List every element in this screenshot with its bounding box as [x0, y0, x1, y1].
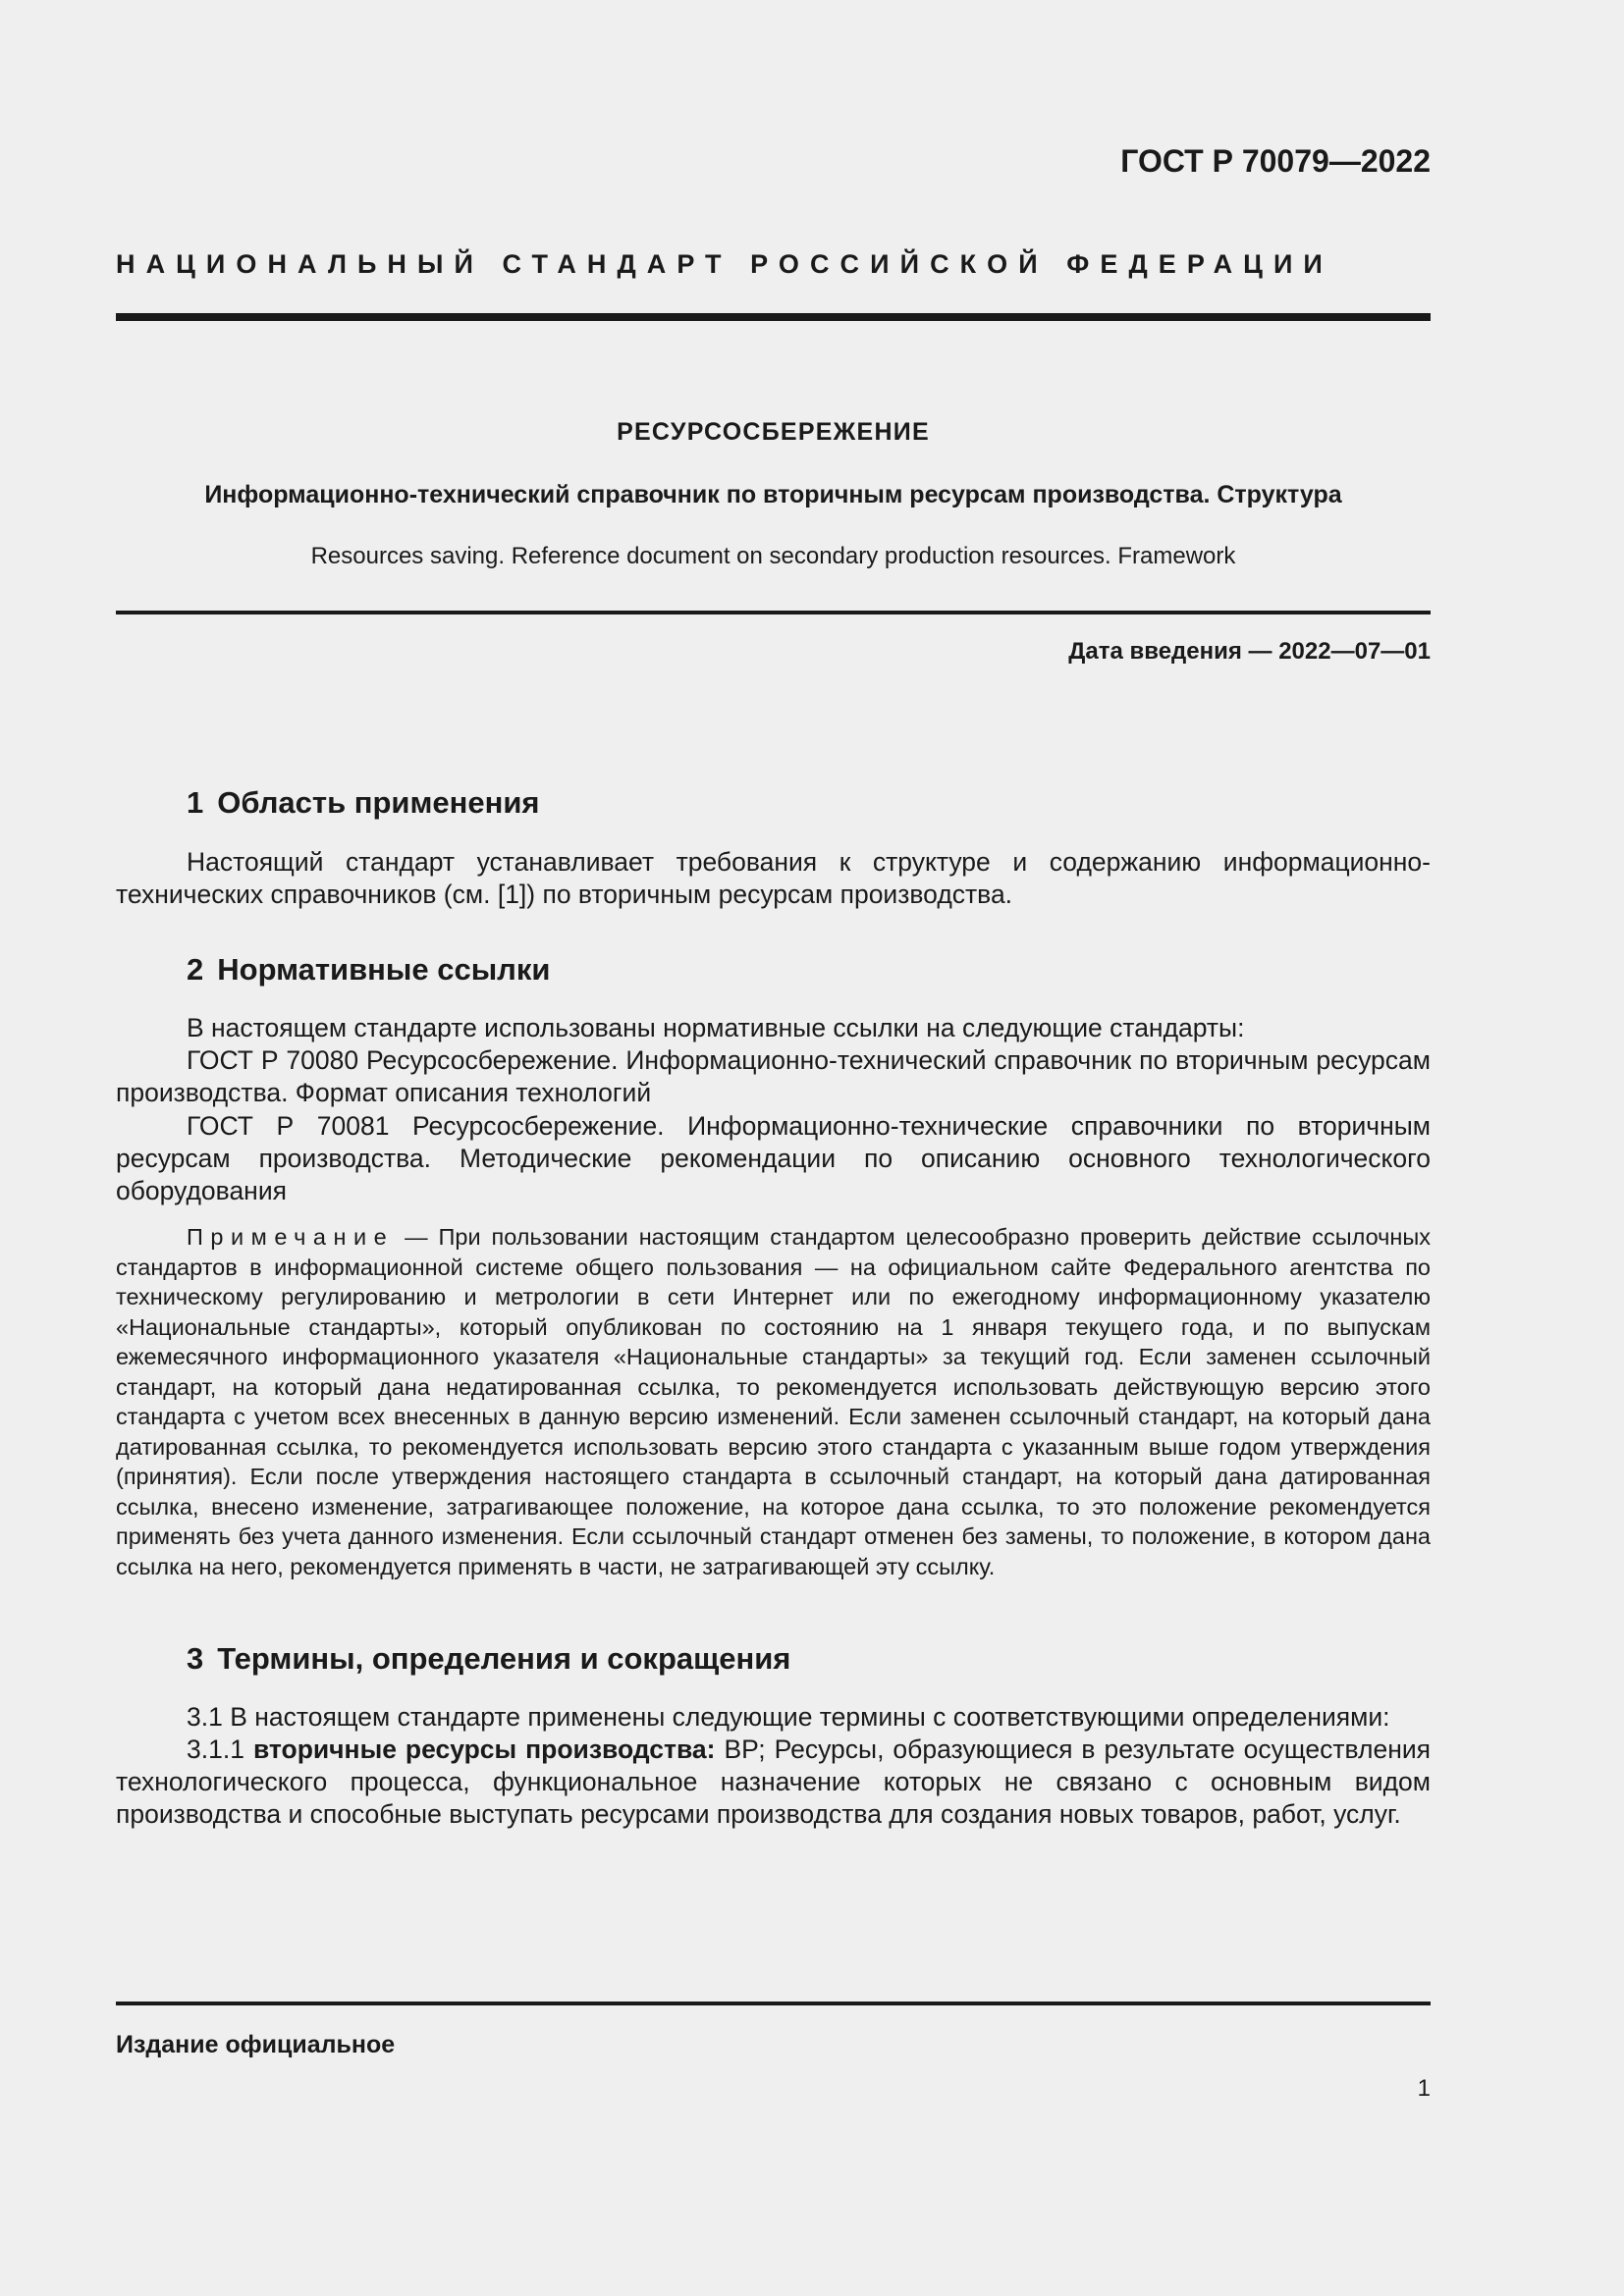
section-number: 3	[187, 1641, 204, 1676]
term-definition: ВР; Ресурсы, образующиеся в результате осуществления технологического процесса, функциональное назначение которых не связано с основным видом производства и способные выступать ресурсами производства для создания новых товаров, работ, услуг.	[116, 1735, 1431, 1829]
section-3-paragraph-1: 3.1 В настоящем стандарте применены следующие термины с соответствующими определениями:	[187, 1702, 1390, 1732]
gost-number: ГОСТ Р 70079—2022	[1120, 143, 1431, 179]
section-1-heading	[187, 785, 540, 821]
note-label: Примечание	[187, 1224, 395, 1250]
term-name: вторичные ресурсы производства:	[252, 1735, 716, 1764]
normative-reference-1: ГОСТ Р 70080 Ресурсосбережение. Информационно-технический справочник по вторичным ресурсам производства. Формат описания технологий	[116, 1045, 1431, 1107]
footer-divider	[116, 2002, 1431, 2005]
normative-reference-2: ГОСТ Р 70081 Ресурсосбережение. Информационно-технические справочники по вторичным ресурсам производства. Методические рекомендации по описанию основного технологического оборудования	[116, 1111, 1431, 1205]
section-title: Область применения	[217, 785, 540, 820]
section-3-heading	[187, 1641, 790, 1677]
term-number: 3.1.1	[187, 1735, 253, 1764]
official-edition-label: Издание официальное	[116, 2031, 396, 2058]
section-2-note	[116, 1222, 1431, 1581]
document-page	[116, 0, 1431, 2296]
section-1-paragraph: Настоящий стандарт устанавливает требования к структуре и содержанию информационно-технических справочников (см. [1]) по вторичным ресурсам производства.	[116, 847, 1431, 909]
page-number: 1	[1417, 2075, 1431, 2102]
section-3-term-definition	[116, 1734, 1431, 1831]
national-standard-heading: НАЦИОНАЛЬНЫЙ СТАНДАРТ РОССИЙСКОЙ ФЕДЕРАЦИИ	[116, 249, 1333, 279]
introduction-date: Дата введения — 2022—07—01	[1068, 638, 1431, 665]
section-number: 1	[187, 785, 204, 820]
document-subtitle-ru: Информационно-технический справочник по вторичным ресурсам производства. Структура	[204, 481, 1342, 508]
document-subtitle-en: Resources saving. Reference document on secondary production resources. Framework	[310, 543, 1236, 569]
note-text: — При пользовании настоящим стандартом целесообразно проверить действие ссылочных стандартов в информационной системе общего пользования — на официальном сайте Федерального агентства по техническому регулированию и метрологии в сети Интернет или по ежегодному информационному указателю «Национальные стандарты», который опубликован по состоянию на 1 января текущего года, и по выпускам ежемесячного информационного указателя «Национальные стандарты» за текущий год. Если заменен ссылочный стандарт, на который дана недатированная ссылка, то рекомендуется использовать действующую версию этого стандарта с учетом всех внесенных в данную версию изменений. Если заменен ссылочный стандарт, на который дана датированная ссылка, то рекомендуется использовать версию этого стандарта с указанным выше годом утверждения (принятия). Если после утверждения настоящего стандарта в ссылочный стандарт, на который дана датированная ссылка, внесено изменение, затрагивающее положение, на которое дана ссылка, то это положение рекомендуется применять без учета данного изменения. Если ссылочный стандарт отменен без замены, то положение, в котором дана ссылка на него, рекомендуется применять в части, не затрагивающей эту ссылку.	[116, 1224, 1431, 1579]
section-2-intro: В настоящем стандарте использованы нормативные ссылки на следующие стандарты:	[187, 1013, 1245, 1042]
section-title: Нормативные ссылки	[217, 952, 551, 987]
header-divider	[116, 313, 1431, 321]
document-topic: РЕСУРСОСБЕРЕЖЕНИЕ	[617, 418, 930, 446]
section-number: 2	[187, 952, 204, 987]
section-title: Термины, определения и сокращения	[217, 1641, 791, 1676]
title-divider	[116, 611, 1431, 614]
section-2-heading	[187, 952, 550, 988]
